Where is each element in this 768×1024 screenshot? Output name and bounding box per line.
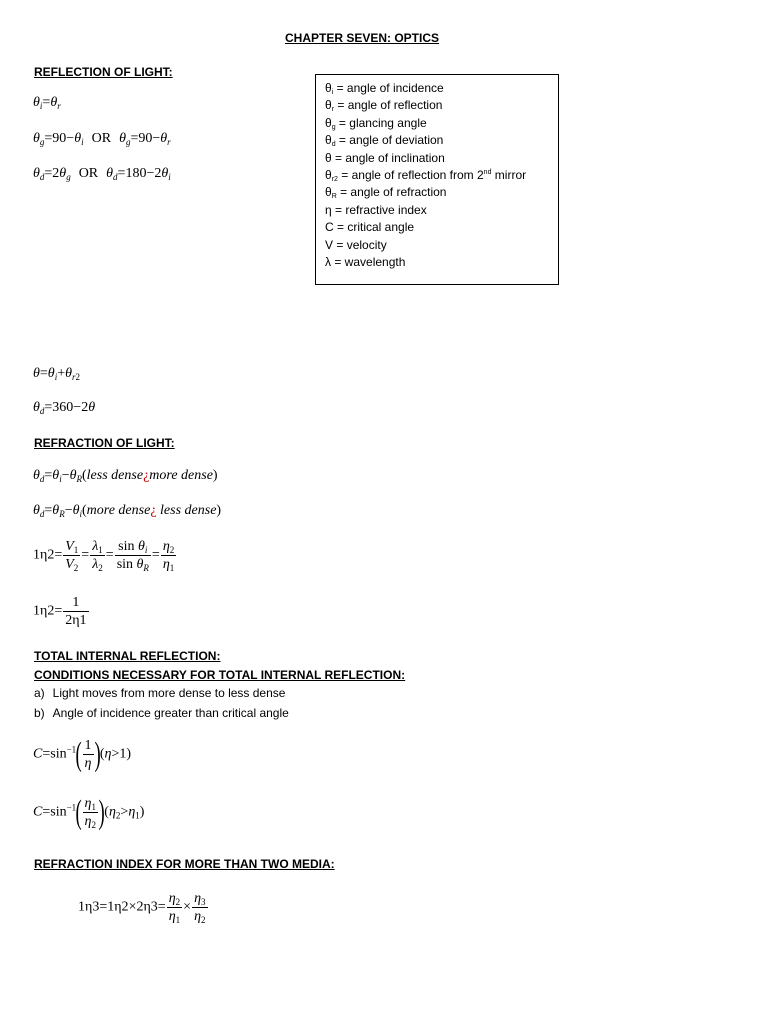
refraction-heading: REFRACTION OF LIGHT: bbox=[34, 436, 175, 450]
eq-deviation-more-to-less: $\theta_d=\theta_R-\theta_i(more$ dense¿ less dense) bbox=[33, 503, 222, 519]
symbol-legend bbox=[315, 74, 559, 285]
legend-row: λ = wavelength bbox=[325, 255, 406, 270]
condition-item: b) Angle of incidence greater than critical angle bbox=[34, 706, 289, 720]
eq-critical-angle: $C=\sin^{-1}$( $\frac{1}{\eta}$ )(η>1) bbox=[33, 735, 132, 773]
eq-deviation-less-to-more: $\theta_d=\theta_i-\theta_R(less$ dense¿more dense) bbox=[33, 468, 218, 484]
legend-row: θ = angle of inclination bbox=[325, 150, 445, 165]
eq-law-of-reflection: $\theta_i=\theta_r$ bbox=[33, 95, 61, 111]
eq-glancing-angle: $\theta_g=90-\theta_i$ OR $\theta_g=90-\theta_r$ bbox=[33, 131, 171, 147]
tir-conditions-heading: CONDITIONS NECESSARY FOR TOTAL INTERNAL REFLECTION: bbox=[34, 668, 406, 682]
legend-row: $\theta_d$ = angle of deviation bbox=[325, 133, 444, 149]
condition-item: a) Light moves from more dense to less dense bbox=[34, 686, 286, 700]
or-label: OR bbox=[91, 131, 112, 146]
legend-row: C = critical angle bbox=[325, 220, 415, 235]
eq-critical-angle-two-media: $C=\sin^{-1}$( $\frac{\eta_1}{\eta_2}$ )$(\eta_2>\eta_1)$ bbox=[33, 793, 145, 831]
eq-multi-media-index: 1η3=1η2×2η3= $\frac{\eta_2}{\eta_1}$ × $\frac{\eta_3}{\eta_2}$ bbox=[78, 891, 206, 925]
eq-deviation-two-mirrors: $\theta_d=360-2\theta$ bbox=[33, 400, 96, 416]
legend-row: $\theta_R$ = angle of refraction bbox=[325, 185, 447, 201]
page-title: CHAPTER SEVEN: OPTICS bbox=[285, 31, 440, 45]
eq-refractive-index-ratios: 1η2= $\frac{V_1}{V_2}$ = $\frac{\lambda_1}{\lambda_2}$ = $\frac{\sin \theta_i}{\sin \theta_R}$ = $\frac{\eta_2}{\eta_1}$ bbox=[33, 539, 175, 573]
eq-inclination-sum: $\theta=\theta_i+\theta_{r2}$ bbox=[33, 366, 81, 382]
reflection-heading: REFLECTION OF LIGHT: bbox=[34, 65, 173, 79]
tir-heading: TOTAL INTERNAL REFLECTION: bbox=[34, 649, 221, 663]
eq-deviation-angle: $\theta_d=2\theta_g$ OR $\theta_d=180-2\theta_i$ bbox=[33, 166, 171, 182]
eq-reciprocal-index: 1η2= $\frac{1}{2\eta 1}$ bbox=[33, 595, 87, 628]
legend-row: $\theta_{r2}$ = angle of reflection from 2nd mirror bbox=[325, 168, 527, 184]
legend-row: $\theta_r$ = angle of reflection bbox=[325, 98, 443, 114]
legend-row: $\theta_i$ = angle of incidence bbox=[325, 81, 444, 96]
multi-media-heading: REFRACTION INDEX FOR MORE THAN TWO MEDIA: bbox=[34, 857, 335, 871]
legend-row: V = velocity bbox=[325, 237, 387, 252]
legend-row: η = refractive index bbox=[325, 202, 427, 217]
legend-row: $\theta_g$ = glancing angle bbox=[325, 115, 427, 131]
or-label: OR bbox=[78, 166, 99, 181]
